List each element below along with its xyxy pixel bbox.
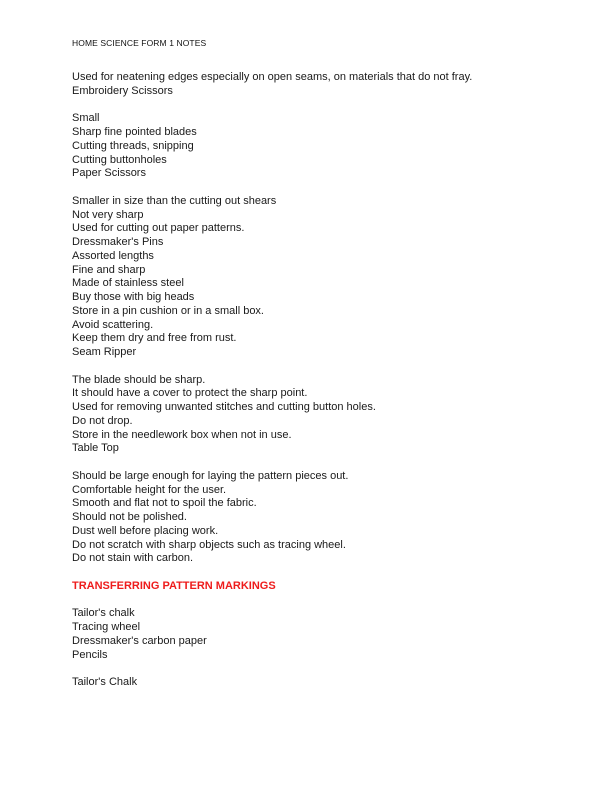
text-block — [72, 470, 572, 566]
text-line: Do not drop. — [72, 414, 133, 427]
text-line: Cutting threads, snipping — [72, 139, 194, 152]
section-heading: TRANSFERRING PATTERN MARKINGS — [72, 579, 276, 592]
subheading-dressmakers-pins: Dressmaker's Pins — [72, 236, 164, 248]
text-line: Not very sharp — [72, 208, 144, 221]
text-line: Buy those with big heads — [72, 291, 195, 303]
text-line: Fine and sharp — [72, 263, 146, 276]
text-line: Should be large enough for laying the pattern pieces out. — [72, 469, 349, 482]
text-line: Made of stainless steel — [72, 277, 184, 290]
text-line: Cutting buttonholes — [72, 153, 167, 166]
list-item: Pencils — [72, 648, 108, 661]
text-line: Comfortable height for the user. — [72, 483, 227, 496]
text-line: Keep them dry and free from rust. — [72, 332, 237, 345]
text-line: Small — [72, 112, 100, 125]
text-line: Used for cutting out paper patterns. — [72, 222, 245, 235]
page-header: HOME SCIENCE FORM 1 NOTES — [72, 38, 207, 48]
spacer — [72, 181, 572, 195]
text-block — [72, 607, 572, 662]
text-line: Smooth and flat not to spoil the fabric. — [72, 497, 257, 510]
text-line: The blade should be sharp. — [72, 373, 206, 386]
subheading-embroidery-scissors: Embroidery Scissors — [72, 84, 173, 97]
text-line: Store in a pin cushion or in a small box. — [72, 304, 264, 317]
text-block — [72, 195, 572, 360]
list-item: Tracing wheel — [72, 621, 141, 633]
text-line: Do not scratch with sharp objects such as tracing wheel. — [72, 538, 346, 551]
text-block — [72, 374, 572, 457]
text-line: It should have a cover to protect the sharp point. — [72, 387, 308, 400]
text-line: Assorted lengths — [72, 249, 154, 262]
text-line: Do not stain with carbon. — [72, 552, 194, 565]
text-line: Store in the needlework box when not in use. — [72, 428, 292, 441]
text-block — [72, 112, 572, 181]
text-line: Sharp fine pointed blades — [72, 126, 197, 138]
spacer — [72, 566, 572, 580]
document-body — [72, 71, 572, 690]
text-line: Avoid scattering. — [72, 318, 154, 331]
text-line: Used for neatening edges especially on open seams, on materials that do not fray. — [72, 71, 473, 83]
spacer — [72, 594, 572, 608]
spacer — [72, 360, 572, 374]
list-item: Tailor's chalk — [72, 607, 135, 620]
subheading-table-top: Table Top — [72, 442, 119, 455]
subheading-paper-scissors: Paper Scissors — [72, 167, 146, 180]
text-block — [72, 676, 572, 690]
subheading-seam-ripper: Seam Ripper — [72, 346, 137, 358]
spacer — [72, 662, 572, 676]
text-block — [72, 71, 572, 99]
spacer — [72, 456, 572, 470]
text-line: Used for removing unwanted stitches and cutting button holes. — [72, 401, 376, 413]
text-line: Dust well before placing work. — [72, 524, 219, 537]
spacer — [72, 99, 572, 113]
text-line: Smaller in size than the cutting out shears — [72, 194, 277, 207]
subheading-tailors-chalk: Tailor's Chalk — [72, 676, 138, 688]
text-line: Should not be polished. — [72, 511, 187, 523]
list-item: Dressmaker's carbon paper — [72, 634, 207, 647]
